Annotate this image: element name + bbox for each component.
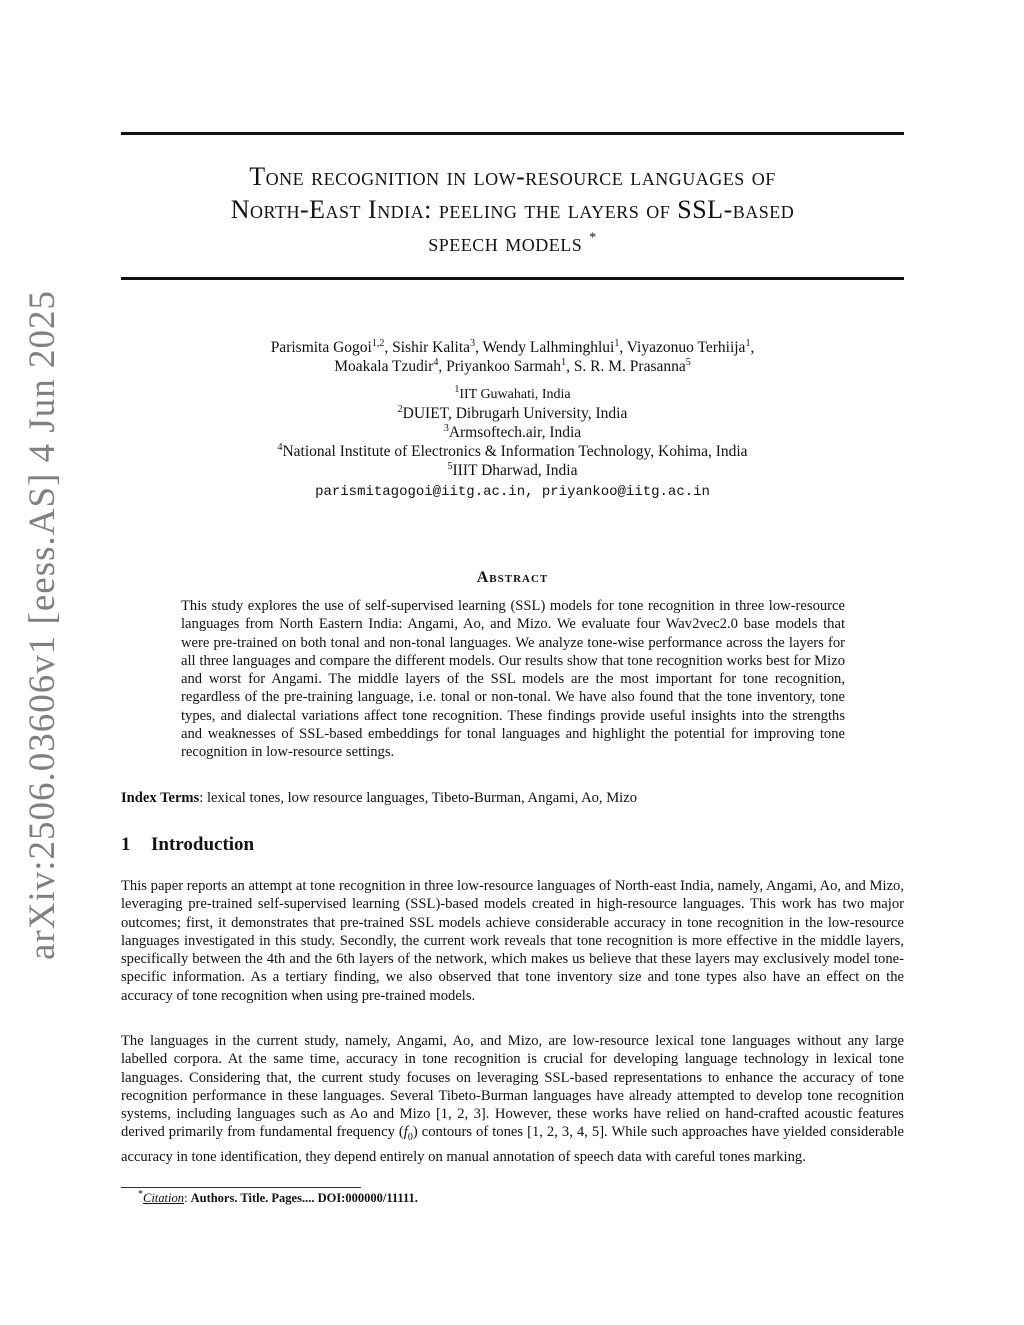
intro-paragraph-2: The languages in the current study, namely, Angami, Ao, and Mizo, are low-resource lexical tone languages without any large labelled corpora. At the same time, accuracy in tone recognition is crucial for developing language technology in lexical tone languages. Considering that, the current study focuses on leveraging SSL-based representations to enhance the accuracy of tone recognition performance in these languages. Several Tibeto-Burman languages have already attempted to develop tone recognition systems, including languages such as Ao and Mizo [1, 2, 3]. However, these works have relied on hand-crafted acoustic features derived primarily from fundamental frequency $(f_0)$ contours of tones [1, 2, 3, 4, 5]. While such approaches have yielded considerable accuracy in tone identification, they depend entirely on manual annotation of speech data with careful tones marking.	[121, 1033, 904, 1165]
title-bottom-rule	[121, 277, 904, 280]
title-footnote-mark: *	[589, 230, 597, 246]
paper-title: Tone recognition in low-resource languages of North-East India: peeling the layers of SSL-based speech models *	[230, 162, 795, 257]
index-terms-text: : lexical tones, low resource languages, Tibeto-Burman, Angami, Ao, Mizo	[199, 790, 638, 806]
affiliation-item: $^5$IIIT Dharwad, India	[447, 460, 578, 479]
abstract-heading: Abstract	[476, 569, 549, 586]
intro-paragraph-1: This paper reports an attempt at tone recognition in three low-resource languages of North-east India, namely, Angami, Ao, and Mizo, leveraging pre-trained self-supervised learning (SSL)-based models created in high-resource languages. This work has two major outcomes; first, it demonstrates that pre-trained SSL models achieve considerable accuracy in tone recognition in the low-resource languages investigated in this study. Secondly, the current work reveals that tone recognition is more effective in the middle layers, specifically between the 4th and the 6th layers of the network, which makes us believe that these layers may exclusively model tone-specific information. As a tertiary finding, we also observed that tone inventory size and tone types also have an effect on the accuracy of tone recognition when using pre-trained models.	[121, 878, 904, 1004]
arxiv-identifier[interactable]: arXiv:2506.03606v1 [eess.AS] 4 Jun 2025	[22, 289, 63, 960]
index-terms-label: Index Terms	[121, 790, 200, 806]
author-list: Parismita Gogoi$^{1,2}$, Sishir Kalita$^3$, Wendy Lalhminghlui$^1$, Viyazonuo Terhiija$^1$, Moakala Tzudir$^4$, Priyankoo Sarmah$^1$, S. R. M. Prasanna$^5$	[270, 337, 755, 375]
citation-footnote: *Citation: Authors. Title. Pages.... DOI:000000/11111.	[138, 1188, 418, 1205]
title-top-rule	[121, 132, 904, 135]
abstract-text: This study explores the use of self-supervised learning (SSL) models for tone recognition in three low-resource languages from North Eastern India: Angami, Ao, and Mizo. We evaluate four Wav2vec2.0 base models that were pre-trained on both tonal and non-tonal languages. We analyze tone-wise performance across the layers for all three languages and compare the different models. Our results show that tone recognition works best for Mizo and worst for Angami. The middle layers of the SSL models are the most important for tone recognition, regardless of the pre-training language, i.e. tonal or non-tonal. We have also found that the tone inventory, tone types, and dialectal variations affect tone recognition. These findings provide useful insights into the strengths and weaknesses of SSL-based embeddings for tonal languages and highlight the potential for improving tone recognition in low-resource settings.	[181, 598, 845, 761]
affiliation-item: $^3$Armsoftech.air, India	[443, 422, 582, 441]
index-terms	[121, 790, 904, 807]
citation-link[interactable]: Citation	[143, 1191, 184, 1205]
affiliation-item: $^2$DUIET, Dibrugarh University, India	[397, 403, 628, 422]
section-heading-introduction: 1 Introduction	[121, 834, 255, 855]
affiliation-item: $^4$National Institute of Electronics & Information Technology, Kohima, India	[277, 441, 748, 460]
affiliation-item: $^1$IIT Guwahati, India	[454, 383, 571, 402]
footnote-rule	[121, 1187, 361, 1188]
affiliation-list	[121, 384, 904, 480]
contact-emails[interactable]: parismitagogoi@iitg.ac.in, priyankoo@iitg.ac.in	[315, 484, 710, 500]
